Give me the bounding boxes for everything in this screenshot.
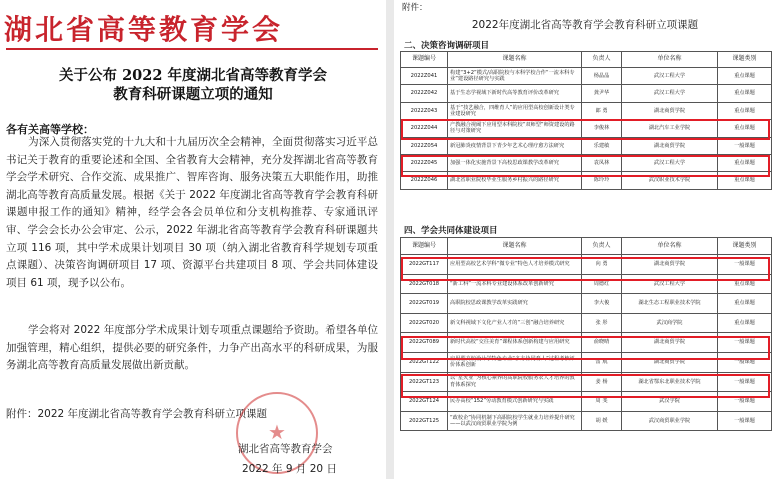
- project-category-cell: 一般课题: [718, 392, 772, 412]
- table-row: [401, 352, 772, 372]
- col-category-header: 课题类别: [718, 238, 772, 255]
- project-unit-cell: 武汉职业技术学院: [622, 172, 718, 189]
- table-row: [401, 172, 772, 189]
- paragraph-2-text: 学会将对 2022 年度部分学术成果计划专项重点课题给予资助。希望各单位加强管理，精心组织，提供必要的研究条件，力争产出高水平的科研成果，为服务湖北高等教育高质量发展做出新贡献。: [6, 324, 378, 372]
- project-category-cell: 一般课题: [718, 352, 772, 372]
- project-category-cell: 一般课题: [718, 411, 772, 431]
- project-category-cell: 一般课题: [718, 137, 772, 154]
- project-leader-cell: 雷 航: [582, 352, 622, 372]
- project-unit-cell: 湖北商贸学院: [622, 352, 718, 372]
- project-name-cell: 加强一体化实施背景下高校思政课教学改革研究: [448, 154, 582, 171]
- project-name-cell: 民办高校“152”劳动教育模式创新研究与实践: [448, 392, 582, 412]
- table-row: [401, 137, 772, 154]
- project-id-cell: 2022Z043: [401, 102, 448, 119]
- attachment-line: 附件：2022 年度湖北省高等教育学会教育科研立项课题: [6, 408, 268, 420]
- col-unit-header: 单位名称: [622, 52, 718, 68]
- table-row: [401, 255, 772, 275]
- table-header-row: [401, 52, 772, 68]
- attachment-page: [394, 0, 776, 479]
- table-row: [401, 372, 772, 392]
- project-name-cell: 应用型高校设计学特色专业“多方协同育人”过程考核评价体系创新: [448, 352, 582, 372]
- attachment-title: 2022年度湖北省高等教育学会教育科研立项课题: [471, 19, 699, 31]
- project-category-cell: 一般课题: [718, 372, 772, 392]
- project-id-cell: 2022GT123: [401, 372, 448, 392]
- project-leader-cell: 姜 杨: [582, 372, 622, 392]
- org-header: 湖北省高等教育学会: [4, 13, 284, 46]
- project-category-cell: 重点课题: [718, 102, 772, 119]
- project-category-cell: 重点课题: [718, 294, 772, 314]
- project-name-cell: 基于生态学视域下新时代高等教育评价改革研究: [448, 85, 582, 102]
- project-name-cell: 新时代高校“交往美育”课程体系创新构建与应用研究: [448, 333, 582, 353]
- project-unit-cell: 武汉学院: [622, 392, 718, 412]
- project-leader-cell: 向 勇: [582, 255, 622, 275]
- project-name-cell: 以“星火业”为核心素养的高职院校服务农人才培养的教育体系探究: [448, 372, 582, 392]
- col-name-header: 课题名称: [448, 52, 582, 68]
- project-category-cell: 重点课题: [718, 313, 772, 333]
- table-row: [401, 313, 772, 333]
- project-id-cell: 2022GT019: [401, 294, 448, 314]
- project-name-cell: 高职院校思政课教学改革实践研究: [448, 294, 582, 314]
- project-unit-cell: 湖北汽车工业学院: [622, 120, 718, 137]
- project-leader-cell: 李大俊: [582, 294, 622, 314]
- project-unit-cell: 湖北商贸学院: [622, 333, 718, 353]
- col-unit-header: 单位名称: [622, 238, 718, 255]
- project-unit-cell: 湖北商贸学院: [622, 137, 718, 154]
- project-unit-cell: 武汉工程大学: [622, 68, 718, 85]
- project-category-cell: 重点课题: [718, 154, 772, 171]
- col-id-header: 课题编号: [401, 52, 448, 68]
- project-category-cell: 重点课题: [718, 120, 772, 137]
- project-id-cell: 2022Z044: [401, 120, 448, 137]
- signature-org: 湖北省高等教育学会: [238, 443, 333, 455]
- page-divider: [386, 0, 394, 479]
- project-id-cell: 2022GT018: [401, 274, 448, 294]
- project-id-cell: 2022GT122: [401, 352, 448, 372]
- table-row: [401, 154, 772, 171]
- attachment-label: 附件：: [402, 3, 428, 13]
- project-leader-cell: 俞晓晴: [582, 333, 622, 353]
- table-row: [401, 392, 772, 412]
- project-category-cell: 重点课题: [718, 85, 772, 102]
- greeting: 各有关高等学校：: [6, 123, 94, 136]
- table-row: [401, 333, 772, 353]
- project-unit-cell: 湖北生态工程职业技术学院: [622, 294, 718, 314]
- col-leader-header: 负责人: [582, 238, 622, 255]
- table-row: [401, 102, 772, 119]
- table-row: [401, 411, 772, 431]
- project-name-cell: 产教融合视阈下应用型本科院校“双师型”师资建设的路径与对策研究: [448, 120, 582, 137]
- project-leader-cell: 郎 勇: [582, 102, 622, 119]
- project-leader-cell: 袁凤林: [582, 154, 622, 171]
- paragraph-1: [6, 134, 378, 292]
- project-leader-cell: 杨晶晶: [582, 68, 622, 85]
- table-row: [401, 68, 772, 85]
- decision-consulting-table: [400, 51, 772, 190]
- project-unit-cell: 武汉工程大学: [622, 274, 718, 294]
- section-2-heading: 二、决策咨询调研项目: [404, 41, 490, 51]
- project-name-cell: 应用型高校艺术学科“微专业”特色人才培养模式研究: [448, 255, 582, 275]
- notice-title-line1: 关于公布 2022 年度湖北省高等教育学会: [59, 67, 327, 84]
- project-leader-cell: 李俊林: [582, 120, 622, 137]
- project-name-cell: 湖北省职业院校毕业生服务乡村振兴的路径研究: [448, 172, 582, 189]
- project-unit-cell: 武汉工程大学: [622, 85, 718, 102]
- project-category-cell: 重点课题: [718, 68, 772, 85]
- project-name-cell: “新工科”一流本科专业建设体系改革创新研究: [448, 274, 582, 294]
- col-category-header: 课题类别: [718, 52, 772, 68]
- project-leader-cell: 张 彤: [582, 313, 622, 333]
- project-leader-cell: 龚尹华: [582, 85, 622, 102]
- paragraph-2: [6, 322, 378, 375]
- project-leader-cell: 胡 媛: [582, 411, 622, 431]
- col-name-header: 课题名称: [448, 238, 582, 255]
- project-unit-cell: 湖北商贸学院: [622, 102, 718, 119]
- project-category-cell: 重点课题: [718, 172, 772, 189]
- project-unit-cell: 武汉商学院: [622, 313, 718, 333]
- project-category-cell: 一般课题: [718, 333, 772, 353]
- col-id-header: 课题编号: [401, 238, 448, 255]
- table-row: [401, 85, 772, 102]
- project-leader-cell: 乐建敏: [582, 137, 622, 154]
- project-id-cell: 2022Z054: [401, 137, 448, 154]
- project-category-cell: 一般课题: [718, 255, 772, 275]
- project-category-cell: 重点课题: [718, 274, 772, 294]
- project-id-cell: 2022Z045: [401, 154, 448, 171]
- project-id-cell: 2022Z046: [401, 172, 448, 189]
- community-building-table: [400, 237, 772, 431]
- project-name-cell: 基于“技艺融合，四维育人”的应用型高校创新设计类专业建设研究: [448, 102, 582, 119]
- section-4-heading: 四、学会共同体建设项目: [404, 226, 498, 236]
- table-header-row: [401, 238, 772, 255]
- table-row: [401, 294, 772, 314]
- header-rule: [6, 48, 378, 50]
- notice-title-line2: 教育科研课题立项的通知: [113, 86, 273, 103]
- project-id-cell: 2022GT117: [401, 255, 448, 275]
- project-name-cell: “政校企”协同机制下高职院校学生就业力培养提升研究——以武汉商贸职业学院为例: [448, 411, 582, 431]
- table-row: [401, 120, 772, 137]
- col-leader-header: 负责人: [582, 52, 622, 68]
- project-name-cell: 新文科视域下文化产业人才的“三创”融合培养研究: [448, 313, 582, 333]
- table-row: [401, 274, 772, 294]
- project-id-cell: 2022GT124: [401, 392, 448, 412]
- project-id-cell: 2022GT125: [401, 411, 448, 431]
- paragraph-1-text: 为深入贯彻落实党的十九大和十九届历次全会精神，全面贯彻落实习近平总书记关于教育的重要论述和全国、全省教育大会精神，充分发挥湖北省高等教育学会学术研究、合作交流、成果推广、智库咨询、服务决策五大职能作用，助推湖北高等教育高质量发展。根据《关于 2022 年度湖北省高等教育学会教育科研课题申报工作的通知》精神，经学会各会员单位和分支机构推荐、专家通讯评审、学会会长办公会审定、公示，2022 年湖北省高等教育学会教育科研课题共立项 116 项，其中学术成果计划项目 30 项（纳入湖北省教育科学规划专项重点课题）、决策咨询调研项目 17 项、资源平台共建项目 8 项、学会共同体建设项目 61 项，现予以公布。: [6, 136, 378, 289]
- project-unit-cell: 武汉商贸职业学院: [622, 411, 718, 431]
- notice-page: [0, 0, 386, 479]
- project-name-cell: 新冠肺炎疫情背景下青少年艺术心理疗愈方法研究: [448, 137, 582, 154]
- project-unit-cell: 湖北商贸学院: [622, 255, 718, 275]
- project-id-cell: 2022GT020: [401, 313, 448, 333]
- project-unit-cell: 武汉工程大学: [622, 154, 718, 171]
- project-id-cell: 2022Z041: [401, 68, 448, 85]
- project-id-cell: 2022Z042: [401, 85, 448, 102]
- project-id-cell: 2022GT089: [401, 333, 448, 353]
- project-leader-cell: 陈玲玲: [582, 172, 622, 189]
- project-unit-cell: 湖北省鄂东北职业技术学院: [622, 372, 718, 392]
- project-leader-cell: 周德红: [582, 274, 622, 294]
- project-name-cell: 构建“3+2”模式/高职院校与本科学校合作“一流本科专业”建设路径研究与实践: [448, 68, 582, 85]
- project-leader-cell: 周 斐: [582, 392, 622, 412]
- signature-date: 2022 年 9 月 20 日: [242, 463, 337, 475]
